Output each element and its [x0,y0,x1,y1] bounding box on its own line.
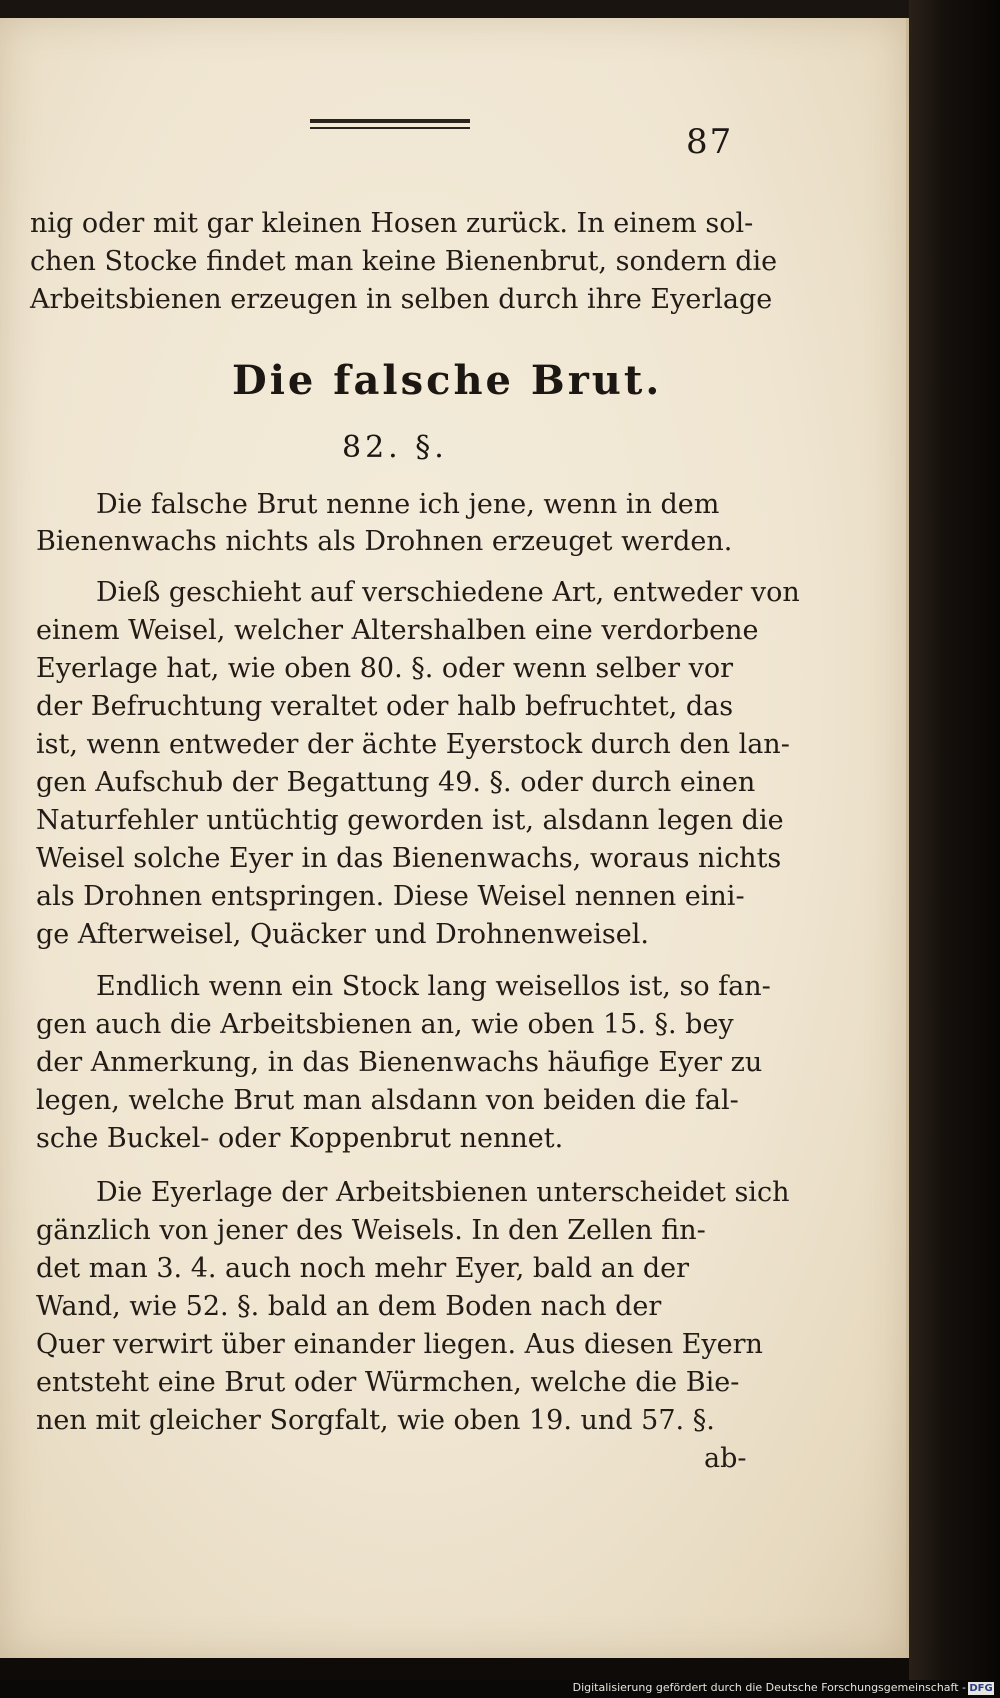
text-line: Quer verwirt über einander liegen. Aus diesen Eyern [36,1329,763,1360]
text-line: ge Afterweisel, Quäcker und Drohnenweisel. [36,919,649,950]
page-number: 87 [686,122,734,162]
text-line: ist, wenn entweder der ächte Eyerstock durch den lan- [36,729,790,760]
text-line: gen Aufschub der Begattung 49. §. oder durch einen [36,767,756,798]
text-line: Dieß geschieht auf verschiedene Art, entweder von [96,577,800,608]
text-line: gänzlich von jener des Weisels. In den Zellen fin- [36,1215,706,1246]
text-line: det man 3. 4. auch noch mehr Eyer, bald an der [36,1253,689,1284]
text-line: Wand, wie 52. §. bald an dem Boden nach der [36,1291,662,1322]
scan-right-edge [909,0,1000,1698]
section-number: 82. §. [342,430,448,465]
header-rule-thin [310,127,470,129]
text-line: Bienenwachs nichts als Drohnen erzeuget werden. [36,526,733,557]
header-rule-thick [310,119,470,123]
text-line: sche Buckel- oder Koppenbrut nennet. [36,1123,564,1154]
text-line: entsteht eine Brut oder Würmchen, welche die Bie- [36,1367,740,1398]
text-line: als Drohnen entspringen. Diese Weisel nennen eini- [36,881,745,912]
text-line: Die Eyerlage der Arbeitsbienen unterscheidet sich [96,1177,790,1208]
text-line: Eyerlage hat, wie oben 80. §. oder wenn selber vor [36,653,734,684]
text-line: nen mit gleicher Sorgfalt, wie oben 19. und 57. §. [36,1405,715,1436]
header-rule [310,117,470,131]
dfg-logo: DFG [969,1683,993,1694]
text-line: der Befruchtung veraltet oder halb befruchtet, das [36,691,734,722]
text-line: Die falsche Brut nenne ich jene, wenn in dem [96,489,720,520]
text-line: Endlich wenn ein Stock lang weisellos ist, so fan- [96,971,771,1002]
text-line: Arbeitsbienen erzeugen in selben durch ihre Eyerlage [30,284,773,315]
catchword: ab- [704,1443,747,1474]
scan-top-edge [0,0,1000,18]
text-line: der Anmerkung, in das Bienenwachs häufige Eyer zu [36,1047,763,1078]
digitization-credit: Digitalisierung gefördert durch die Deutsche Forschungsgemeinschaft - [572,1681,966,1694]
text-line: nig oder mit gar kleinen Hosen zurück. In einem sol- [30,208,754,239]
text-line: gen auch die Arbeitsbienen an, wie oben 15. §. bey [36,1009,734,1040]
text-line: einem Weisel, welcher Altershalben eine verdorbene [36,615,759,646]
text-line: chen Stocke findet man keine Bienenbrut, sondern die [30,246,778,277]
text-line: legen, welche Brut man alsdann von beiden die fal- [36,1085,739,1116]
text-line: Naturfehler untüchtig geworden ist, alsdann legen die [36,805,784,836]
section-heading: Die falsche Brut. [232,357,663,404]
text-line: Weisel solche Eyer in das Bienenwachs, woraus nichts [36,843,782,874]
